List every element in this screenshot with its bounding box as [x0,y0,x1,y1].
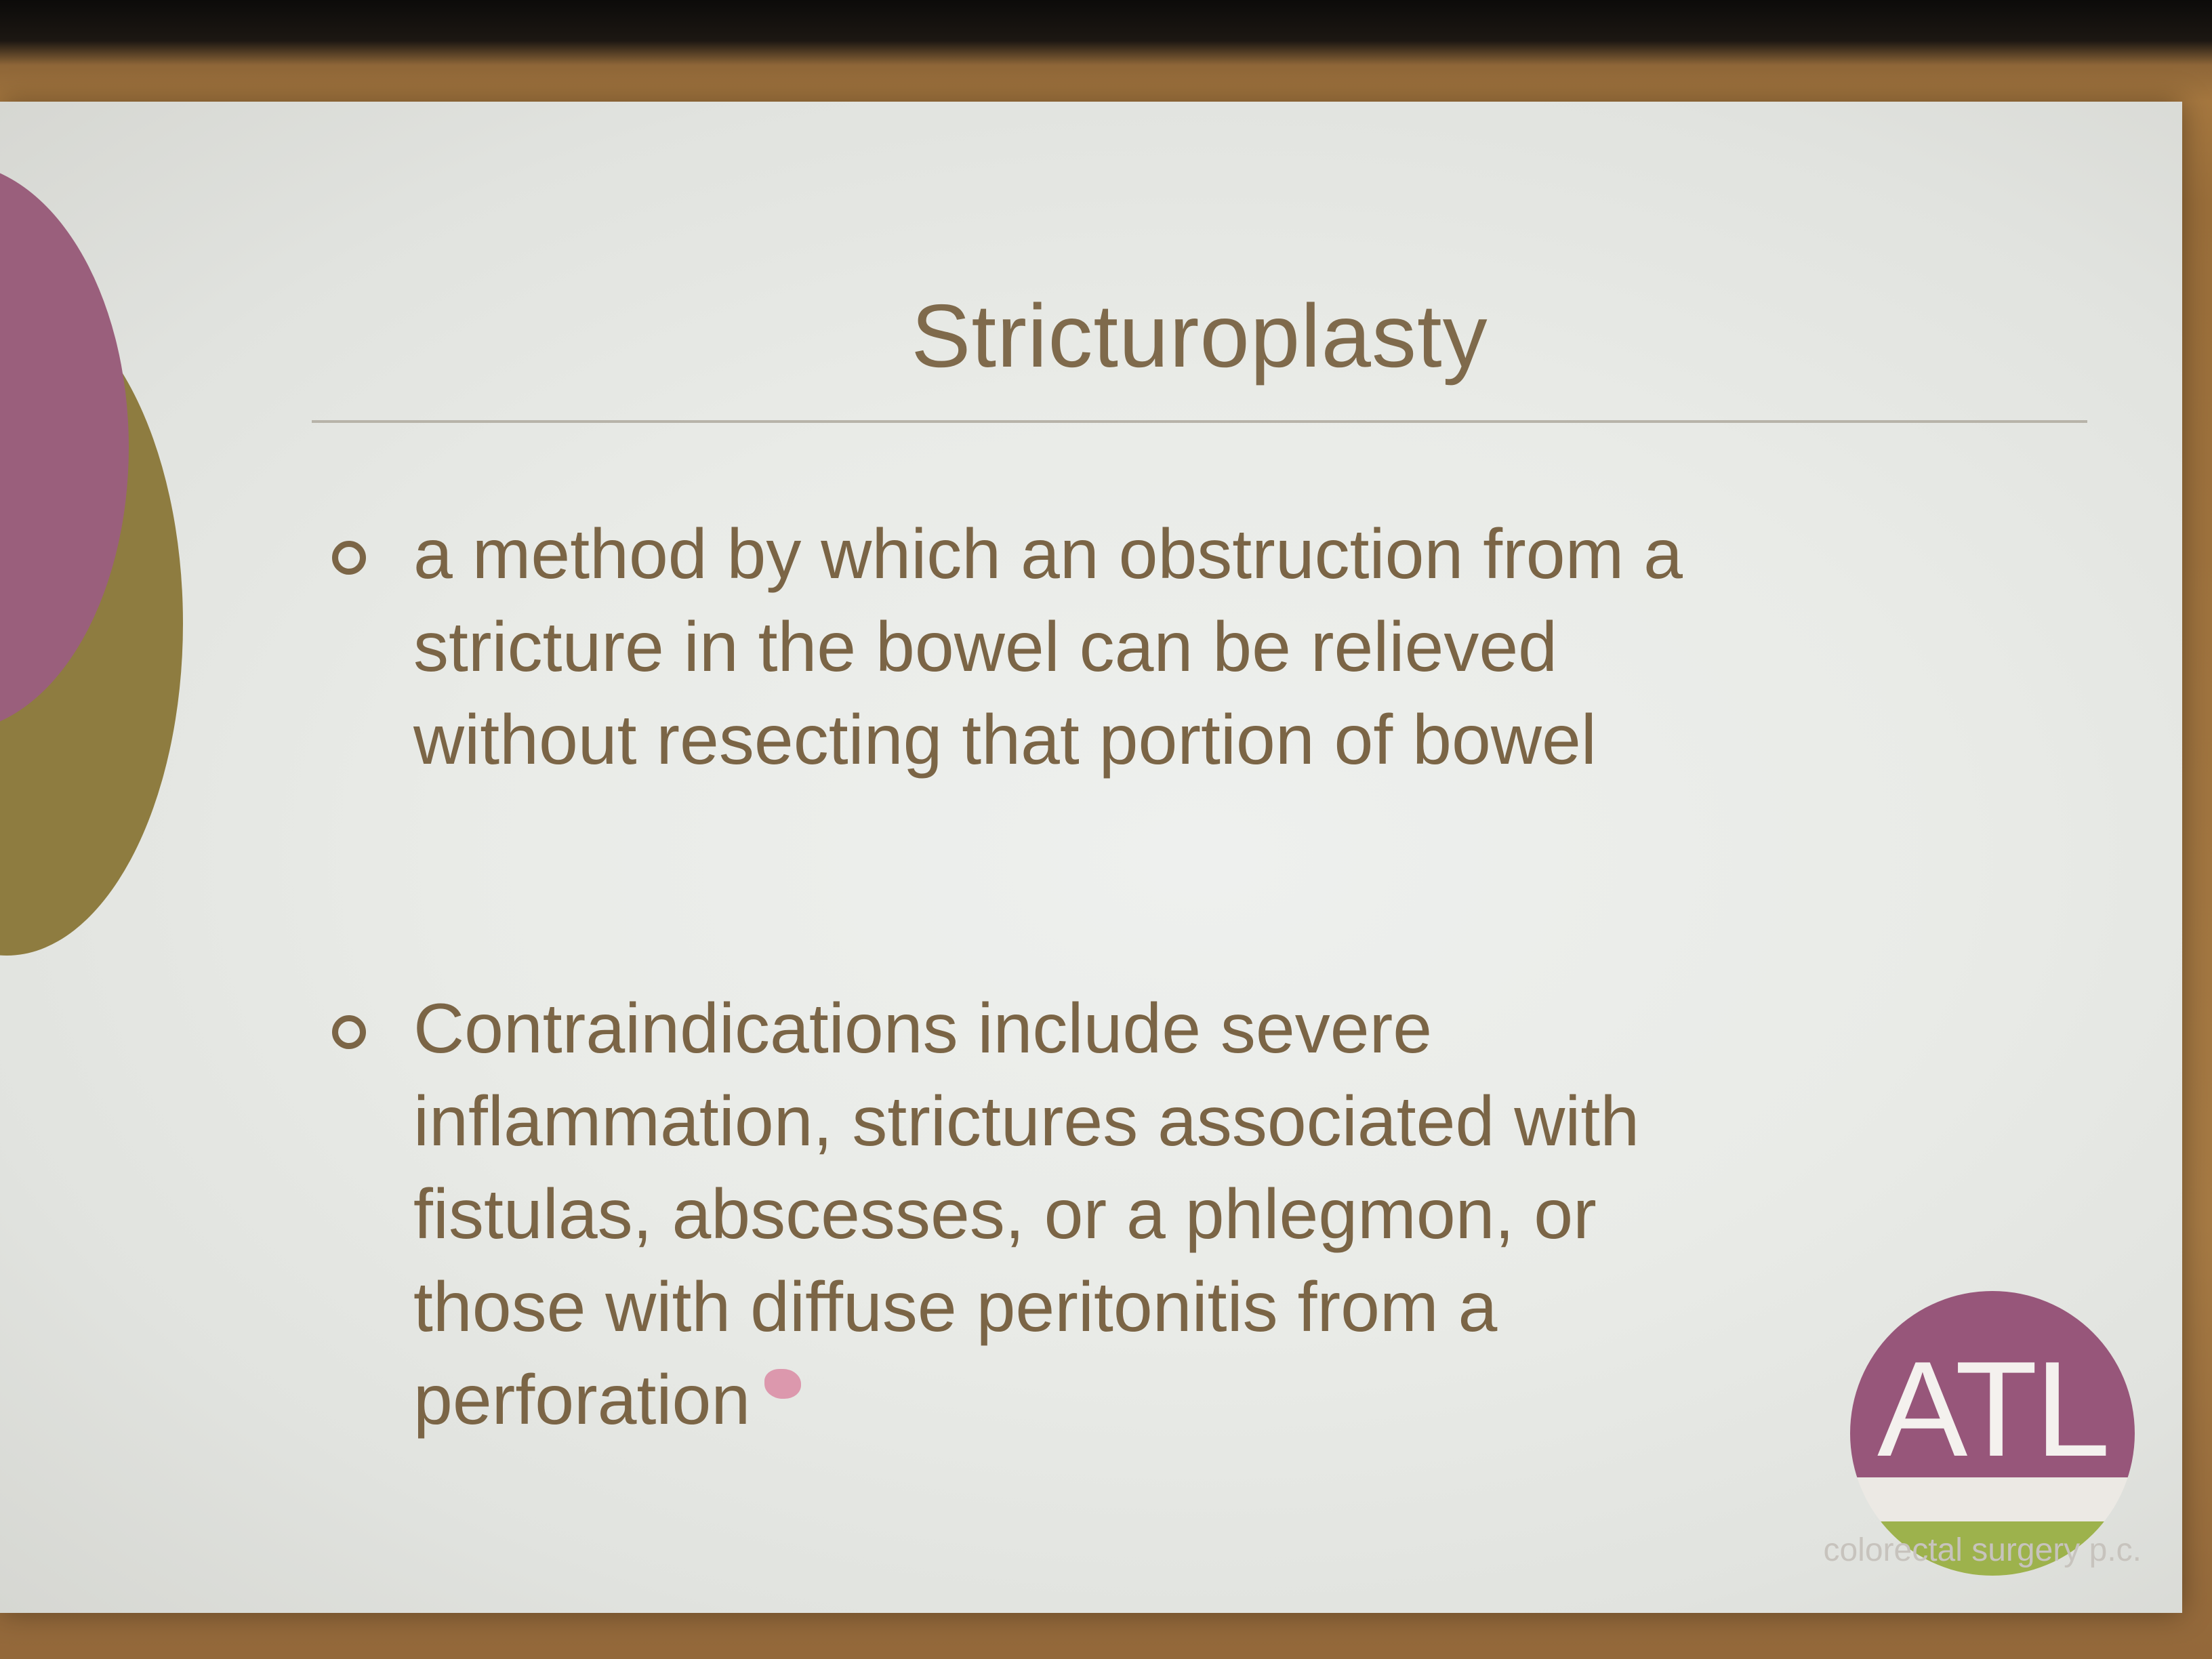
logo-subtitle: colorectal surgery p.c. [1823,1532,2142,1568]
bullet-text [413,508,2040,787]
bullet-line: perforation [413,1361,751,1439]
bullet-line: fistulas, abscesses, or a phlegmon, or [413,1175,1597,1254]
bullet-circle-icon [332,1015,366,1049]
bullet-line: Contraindications include severe [413,989,1433,1068]
logo-letters: ATL [1877,1334,2108,1485]
bullet-item [332,983,2040,1447]
bullet-item [332,508,2040,787]
pointer-cursor-icon [764,1369,801,1399]
projection-screen [0,102,2182,1613]
title-divider [312,420,2087,423]
bullet-line: stricture in the bowel can be relieved [413,608,1558,687]
bullet-line: a method by which an obstruction from a [413,515,1683,594]
bullet-circle-icon [332,541,366,575]
bullet-line: without resecting that portion of bowel [413,701,1597,779]
bullet-text [413,983,2040,1447]
bullet-line: those with diffuse peritonitis from a [413,1268,1498,1347]
bullet-line: inflammation, strictures associated with [413,1082,1640,1161]
slide-title: Stricturoplasty [911,286,1488,386]
